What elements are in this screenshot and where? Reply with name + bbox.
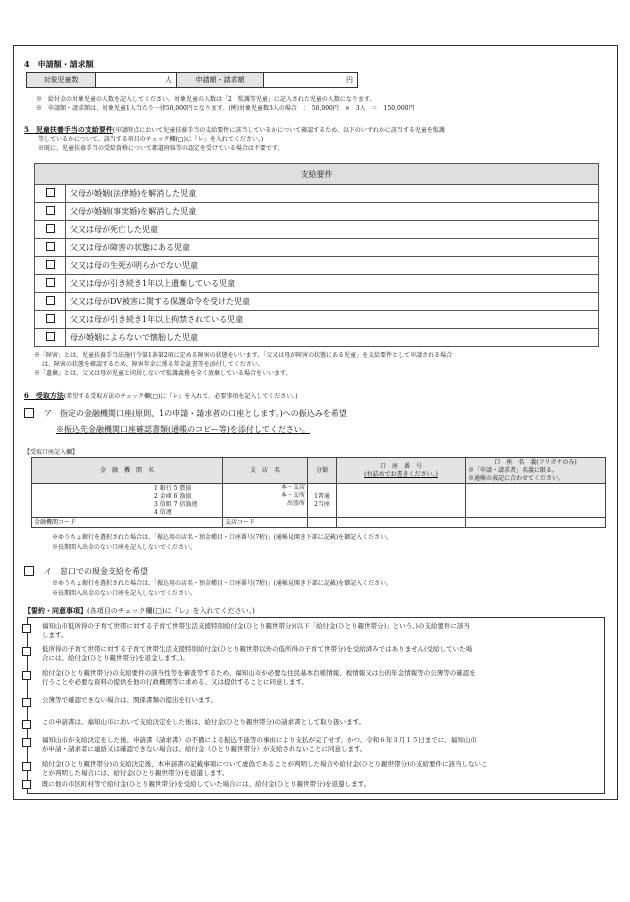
option-b-note-1: ※ゆうちょ銀行を選択された場合は、「振込用の店名・預金種目・口座番号(7桁)」(通帳見開き下部に記載)を御記入ください。: [52, 580, 393, 587]
req-label: 父又は母が引き続き1年以上遺棄している児童: [66, 275, 599, 293]
consent-item: 給付金(ひとり親世帯分)の支給要件の該当性等を審査等するため、福知山市が必要な住民基本台帳情報、税情報又は公的年金情報等の公簿等の確認を 行うことや必要な資料の提供を他の行政機関等に求める、又は提供することに同意します。: [16, 669, 596, 691]
child-count-label: 対象児童数: [27, 73, 96, 88]
consent-checkbox[interactable]: [22, 720, 31, 729]
section4-note-1: ※ 給付金の対象児童の人数を記入してください。対象児童の人数は「2 監護等児童」に記入された児童の人数になります。: [36, 96, 376, 103]
req-label: 父母が婚姻(法律婚)を解消した児童: [66, 185, 599, 203]
consent-checkbox[interactable]: [22, 671, 31, 680]
amount-table: [26, 72, 358, 88]
consent-checkbox[interactable]: [22, 762, 31, 771]
requirements-table: [34, 163, 599, 347]
option-b-note-2: ※長期間入出金のない口座を記入しないでください。: [52, 590, 197, 597]
account-number-field[interactable]: [337, 484, 466, 518]
section5-title: 5 児童扶養手当の支給要件(申請時点において児童扶養手当の支給要件に該当しているかについて確認するため、以下のいずれかに該当する児童を監護: [24, 125, 445, 134]
consent-item: 低所得の子育て世帯に対する子育て世帯生活支援特別給付金(ひとり親世帯以外の低所得の子育て世帯分)を受給済みではありません(受給していた場 合には、給付金(ひとり親世帯分)を返金します。)。: [16, 645, 596, 667]
holder-header: 口 座 名 義(フリガナのみ) ※「申請・請求者」名義に限る。 ※通帳の表記に合わせてください。: [466, 458, 606, 484]
account-table: [31, 457, 606, 528]
section6-title: 6 受取方法(希望する受取方法のチェック欄(□)に『レ』を入れて、必要事項を記入してください。): [24, 391, 298, 400]
req-label: 父又は母が引き続き1年以上拘禁されている児童: [66, 311, 599, 329]
section4-title: 4 申請額・請求額: [24, 59, 94, 69]
yucho-note-2: ※長期間入出金のない口座を記入しないでください。: [52, 544, 197, 551]
consent-item: 給付金(ひとり親世帯分)の支給決定後、本申請書の記載事項について虚偽であることが判明した場合や給付金(ひとり親世帯分)の支給要件に該当しないこ とが判明した場合には、給付金(ひとり親世帯分)を返還します。: [16, 760, 596, 782]
yucho-note-1: ※ゆうちょ銀行を選択された場合は、「振込用の店名・預金種目・口座番号(7桁)」(通帳見開き下部に記載)を御記入ください。: [52, 534, 393, 541]
req-checkbox[interactable]: [46, 206, 55, 215]
consent-item: 公簿等で確認できない場合は、関係書類の提出を行います。: [16, 696, 596, 710]
option-a-checkbox[interactable]: [24, 408, 34, 418]
option-b-checkbox[interactable]: [24, 566, 34, 576]
consent-checkbox[interactable]: [22, 624, 31, 633]
req-label: 母が婚姻によらないで懐胎した児童: [66, 329, 599, 347]
consent-item: 福知山市低所得の子育て世帯に対する子育て世帯生活支援特別給付金(ひとり親世帯分)(以下「給付金(ひとり親世帯分)」という。)の支給要件に該当 します。: [16, 622, 596, 644]
req-label: 父又は母が死亡した児童: [66, 221, 599, 239]
branch-header: 支 店 名: [223, 458, 308, 484]
child-count-field[interactable]: 人: [96, 73, 177, 88]
section5-line3: ※既に、児童扶養手当の受給資格について都道府県等の認定を受けている場合は不要です。: [38, 145, 284, 152]
branch-code-field[interactable]: 支店コード: [223, 518, 308, 528]
section5-line2: 等しているかについて、該当する項目のチェック欄(□)に『レ』を入れてください。): [38, 136, 264, 143]
req-label: 父又は母が障害の状態にある児童: [66, 239, 599, 257]
amount-label: 申請額・請求額: [177, 73, 264, 88]
consent-item: 既に他の市区町村等で給付金(ひとり親世帯分)を受給していた場合には、給付金(ひとり親世帯分)を返還します。: [16, 780, 596, 792]
req-checkbox[interactable]: [46, 278, 55, 287]
consent-checkbox[interactable]: [22, 647, 31, 656]
req-checkbox[interactable]: [46, 224, 55, 233]
bank-code-field[interactable]: 金融機関コード: [32, 518, 223, 528]
consent-title: 【誓約・同意事項】(各項目のチェック欄(□)に『レ』を入れてください。): [24, 606, 255, 615]
type-header: 分類: [308, 458, 337, 484]
req-label: 父母が婚姻(事実婚)を解消した児童: [66, 203, 599, 221]
option-b-label: イ 窓口での現金支給を希望: [44, 567, 148, 576]
req-checkbox[interactable]: [46, 242, 55, 251]
requirements-header: 支給要件: [35, 164, 599, 185]
consent-checkbox[interactable]: [22, 780, 31, 789]
section5-note-1: ※「障害」とは、児童扶養手当法施行令第1条第2項に定める障害の状態をいいます。「父又は母が障害の状態にある児童」を支給要件として申請される場合: [34, 352, 453, 359]
account-holder-field[interactable]: [466, 484, 606, 518]
account-form-label: 【受取口座記入欄】: [24, 449, 79, 456]
consent-item: 福知山市が支給決定をした後、申請書（請求書）の不備による振込不能等の事由により支払が完了せず、かつ、令和６年３月１５日までに、福知山市 が申請・請求者に連絡又は確認できない場合は、給付金（ひとり親世帯分）が支給されないことに同意します。: [16, 736, 596, 758]
consent-checkbox[interactable]: [22, 698, 31, 707]
section5-note-3: ※「遺棄」とは、父又は母が児童と同居しないで監護義務を全く放棄している場合をいいます。: [34, 370, 292, 377]
req-checkbox[interactable]: [46, 296, 55, 305]
option-a-label: ア 指定の金融機関口座(原則、1の申請・請求者の口座とします。)への振込みを希望: [44, 409, 347, 418]
option-a-note: ※振込先金融機関口座確認書類(通帳のコピー等)を添付してください。: [56, 425, 310, 434]
req-checkbox[interactable]: [46, 188, 55, 197]
branch-name-field[interactable]: 本・支店 本・支所 出張所: [223, 484, 308, 518]
bank-header: 金 融 機 関 名: [32, 458, 223, 484]
amount-field[interactable]: 円: [264, 73, 358, 88]
req-label: 父又は母の生死が明らかでない児童: [66, 257, 599, 275]
section4-note-2: ※ 申請額・請求額は、対象児童1人当たり一律50,000円となります。(例)対象児童数3人の場合 ： 50,000円 × 3人 ＝ 150,000円: [36, 105, 415, 112]
req-checkbox[interactable]: [46, 260, 55, 269]
acct-no-header: 口 座 番 号 (右詰めでお書きください。): [337, 458, 466, 484]
consent-item: この申請書は、福知山市において支給決定をした後は、給付金(ひとり親世帯分)の請求書として取り扱います。: [16, 718, 596, 732]
account-type-field[interactable]: 1普通 2当座: [308, 484, 337, 518]
req-checkbox[interactable]: [46, 332, 55, 341]
req-label: 父又は母がDV被害に関する保護命令を受けた児童: [66, 293, 599, 311]
bank-name-field[interactable]: 1 銀行 5 農協 2 金庫 6 漁協 3 信組 7 信漁連 4 信連: [32, 484, 223, 518]
section5-note-2: は、障害の状態を確認するため、障害年金に係る年金証書等を添付してください。: [42, 361, 264, 368]
req-checkbox[interactable]: [46, 314, 55, 323]
consent-checkbox[interactable]: [22, 738, 31, 747]
